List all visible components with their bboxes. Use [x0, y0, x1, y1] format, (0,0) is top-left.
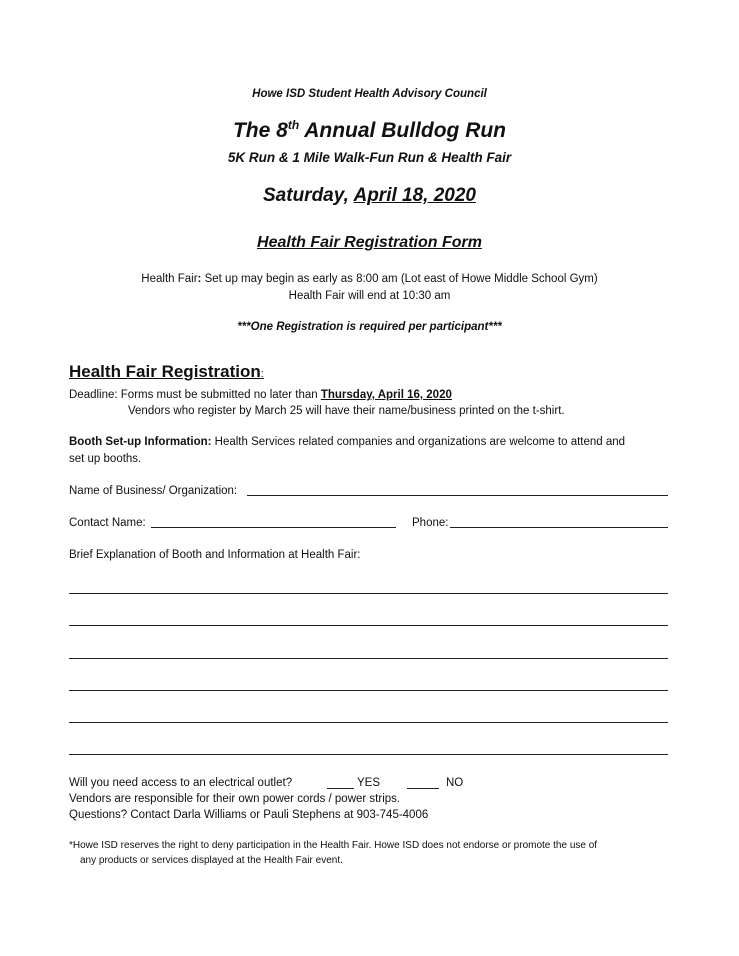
page-title	[0, 118, 739, 143]
registration-requirement: ***One Registration is required per participant***	[237, 321, 502, 333]
booth-text-2: set up booths.	[69, 453, 142, 465]
disclaimer-2: any products or services displayed at the Health Fair event.	[80, 855, 343, 866]
section-title	[69, 362, 264, 382]
business-label: Name of Business/ Organization:	[69, 485, 238, 497]
section-title-text: Health Fair Registration	[69, 362, 261, 381]
electrical-question: Will you need access to an electrical outlet?	[69, 777, 293, 789]
explanation-line-3[interactable]	[69, 658, 668, 659]
contact-name-field[interactable]	[151, 527, 396, 528]
power-note: Vendors are responsible for their own power cords / power strips.	[69, 793, 401, 805]
vendors-note: Vendors who register by March 25 will have their name/business printed on the t-shirt.	[128, 405, 565, 417]
yes-blank[interactable]	[327, 788, 354, 789]
event-subtitle: 5K Run & 1 Mile Walk-Fun Run & Health Fair	[227, 150, 512, 165]
setup-text: Set up may begin as early as 8:00 am (Lot east of Howe Middle School Gym)	[201, 273, 598, 285]
booth-label: Booth Set-up Information:	[69, 436, 212, 448]
no-label: NO	[446, 777, 464, 789]
phone-label: Phone:	[412, 517, 449, 529]
date-prefix: Saturday,	[263, 185, 354, 206]
deadline-date: Thursday, April 16, 2020	[320, 389, 452, 401]
section-title-colon: :	[260, 368, 264, 380]
setup-sep: :	[197, 273, 202, 285]
end-time: Health Fair will end at 10:30 am	[288, 290, 451, 302]
form-title: Health Fair Registration Form	[257, 234, 482, 251]
council-name: Howe ISD Student Health Advisory Council	[252, 88, 487, 100]
event-date	[0, 185, 739, 207]
yes-label: YES	[357, 777, 381, 789]
title-pre: The 8	[232, 119, 288, 142]
business-field[interactable]	[247, 495, 668, 496]
title-sup: th	[287, 118, 300, 132]
setup-info	[0, 273, 739, 285]
booth-text-1: Health Services related companies and organizations are welcome to attend and	[211, 436, 626, 448]
date-value: April 18, 2020	[353, 185, 476, 206]
explanation-line-4[interactable]	[69, 690, 668, 691]
explanation-line-5[interactable]	[69, 722, 668, 723]
booth-info	[69, 434, 679, 450]
setup-label: Health Fair	[141, 273, 198, 285]
explanation-line-1[interactable]	[69, 593, 668, 594]
disclaimer-1: *Howe ISD reserves the right to deny participation in the Health Fair. Howe ISD does not endorse or promote the use of	[69, 840, 598, 851]
questions-contact: Questions? Contact Darla Williams or Pauli Stephens at 903-745-4006	[69, 809, 429, 821]
deadline-prefix: Deadline: Forms must be submitted no later than	[69, 389, 321, 401]
no-blank[interactable]	[407, 788, 439, 789]
explanation-line-2[interactable]	[69, 625, 668, 626]
deadline	[69, 387, 452, 403]
title-post: Annual Bulldog Run	[299, 119, 507, 142]
phone-field[interactable]	[450, 527, 668, 528]
explanation-line-6[interactable]	[69, 754, 668, 755]
contact-label: Contact Name:	[69, 517, 146, 529]
explanation-label: Brief Explanation of Booth and Information at Health Fair:	[69, 549, 361, 561]
